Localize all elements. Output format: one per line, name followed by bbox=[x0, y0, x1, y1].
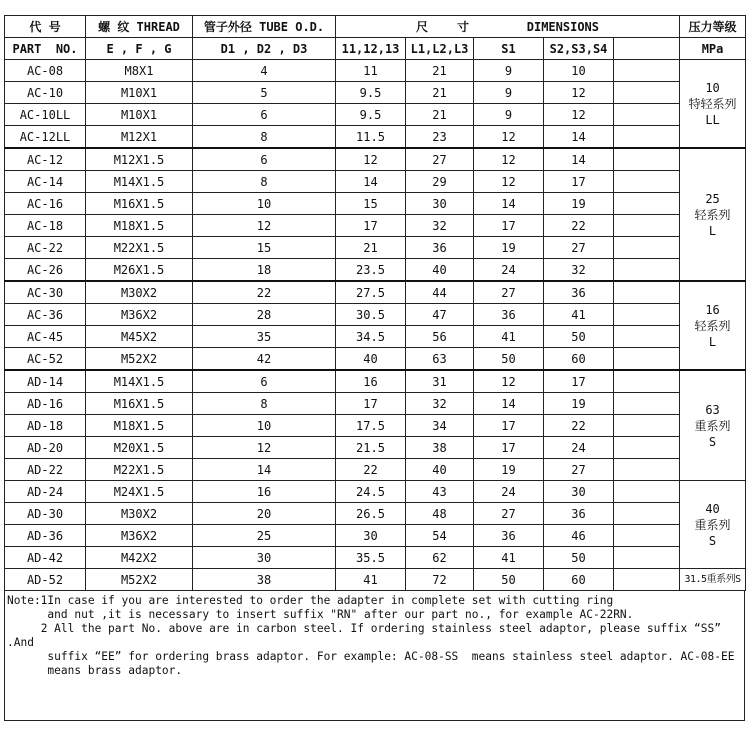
tube-od-cell: 12 bbox=[193, 215, 336, 237]
header-s234: S2,S3,S4 bbox=[544, 38, 614, 60]
s1-cell: 12 bbox=[474, 370, 544, 393]
part-no-cell: AD-22 bbox=[5, 459, 86, 481]
l123-cell: 17 bbox=[336, 393, 406, 415]
l123-cell: 30.5 bbox=[336, 304, 406, 326]
blank-cell bbox=[614, 569, 680, 591]
s234-cell: 30 bbox=[544, 481, 614, 503]
L123-cell: 32 bbox=[406, 215, 474, 237]
s234-cell: 19 bbox=[544, 193, 614, 215]
s1-cell: 9 bbox=[474, 104, 544, 126]
thread-cell: M16X1.5 bbox=[86, 193, 193, 215]
table-row bbox=[5, 171, 746, 193]
blank-cell bbox=[614, 415, 680, 437]
table-body bbox=[5, 60, 746, 591]
header-part-no: PART NO. bbox=[5, 38, 86, 60]
tube-od-cell: 5 bbox=[193, 82, 336, 104]
s1-cell: 36 bbox=[474, 525, 544, 547]
blank-cell bbox=[614, 525, 680, 547]
l123-cell: 41 bbox=[336, 569, 406, 591]
L123-cell: 21 bbox=[406, 60, 474, 82]
part-no-cell: AD-42 bbox=[5, 547, 86, 569]
s234-cell: 27 bbox=[544, 459, 614, 481]
tube-od-cell: 8 bbox=[193, 171, 336, 193]
dimension-table bbox=[4, 15, 746, 591]
thread-cell: M20X1.5 bbox=[86, 437, 193, 459]
table-row bbox=[5, 370, 746, 393]
s234-cell: 24 bbox=[544, 437, 614, 459]
note-line: 2 All the part No. above are in carbon steel. If ordering stainless steel adaptor, please suffix “SS” .And bbox=[7, 622, 728, 649]
tube-od-cell: 42 bbox=[193, 348, 336, 371]
s234-cell: 41 bbox=[544, 304, 614, 326]
blank-cell bbox=[614, 126, 680, 149]
blank-cell bbox=[614, 370, 680, 393]
header-tube-od: 管子外径 TUBE O.D. bbox=[193, 16, 336, 38]
s234-cell: 36 bbox=[544, 281, 614, 304]
blank-cell bbox=[614, 82, 680, 104]
table-row bbox=[5, 503, 746, 525]
part-no-cell: AD-18 bbox=[5, 415, 86, 437]
s234-cell: 10 bbox=[544, 60, 614, 82]
table-header bbox=[5, 16, 746, 60]
blank-cell bbox=[614, 60, 680, 82]
table-row bbox=[5, 60, 746, 82]
s1-cell: 9 bbox=[474, 82, 544, 104]
l123-cell: 17 bbox=[336, 215, 406, 237]
thread-cell: M30X2 bbox=[86, 281, 193, 304]
L123-cell: 48 bbox=[406, 503, 474, 525]
tube-od-cell: 8 bbox=[193, 393, 336, 415]
table-row bbox=[5, 481, 746, 503]
thread-cell: M36X2 bbox=[86, 525, 193, 547]
tube-od-cell: 30 bbox=[193, 547, 336, 569]
s234-cell: 50 bbox=[544, 547, 614, 569]
part-no-cell: AD-36 bbox=[5, 525, 86, 547]
l123-cell: 11.5 bbox=[336, 126, 406, 149]
L123-cell: 27 bbox=[406, 148, 474, 171]
l123-cell: 16 bbox=[336, 370, 406, 393]
L123-cell: 47 bbox=[406, 304, 474, 326]
s1-cell: 9 bbox=[474, 60, 544, 82]
s234-cell: 17 bbox=[544, 370, 614, 393]
table-row bbox=[5, 259, 746, 282]
s1-cell: 50 bbox=[474, 348, 544, 371]
note-line: suffix “EE” for ordering brass adaptor. For example: AC-08-SS means stainless steel adaptor. AC-08-EE bbox=[7, 650, 735, 663]
l123-cell: 12 bbox=[336, 148, 406, 171]
s1-cell: 14 bbox=[474, 193, 544, 215]
L123-cell: 31 bbox=[406, 370, 474, 393]
thread-cell: M52X2 bbox=[86, 569, 193, 591]
tube-od-cell: 10 bbox=[193, 415, 336, 437]
s1-cell: 27 bbox=[474, 503, 544, 525]
blank-cell bbox=[614, 193, 680, 215]
blank-cell bbox=[614, 281, 680, 304]
table-row bbox=[5, 326, 746, 348]
part-no-cell: AC-18 bbox=[5, 215, 86, 237]
note-line: means brass adaptor. bbox=[7, 664, 183, 677]
L123-cell: 63 bbox=[406, 348, 474, 371]
l123-cell: 23.5 bbox=[336, 259, 406, 282]
pressure-level-line: 31.5重系列S bbox=[684, 573, 741, 585]
thread-cell: M12X1.5 bbox=[86, 148, 193, 171]
part-no-cell: AD-14 bbox=[5, 370, 86, 393]
s1-cell: 24 bbox=[474, 259, 544, 282]
header-L123: L1,L2,L3 bbox=[406, 38, 474, 60]
thread-cell: M24X1.5 bbox=[86, 481, 193, 503]
part-no-cell: AC-45 bbox=[5, 326, 86, 348]
thread-cell: M14X1.5 bbox=[86, 171, 193, 193]
tube-od-cell: 4 bbox=[193, 60, 336, 82]
blank-cell bbox=[614, 393, 680, 415]
s234-cell: 14 bbox=[544, 126, 614, 149]
part-no-cell: AC-12LL bbox=[5, 126, 86, 149]
blank-cell bbox=[614, 104, 680, 126]
thread-cell: M45X2 bbox=[86, 326, 193, 348]
s234-cell: 36 bbox=[544, 503, 614, 525]
s234-cell: 60 bbox=[544, 348, 614, 371]
tube-od-cell: 25 bbox=[193, 525, 336, 547]
L123-cell: 32 bbox=[406, 393, 474, 415]
tube-od-cell: 35 bbox=[193, 326, 336, 348]
L123-cell: 72 bbox=[406, 569, 474, 591]
pressure-level-line: 重系列 bbox=[694, 418, 731, 433]
s1-cell: 19 bbox=[474, 237, 544, 259]
part-no-cell: AC-30 bbox=[5, 281, 86, 304]
header-s1: S1 bbox=[474, 38, 544, 60]
tube-od-cell: 38 bbox=[193, 569, 336, 591]
s234-cell: 12 bbox=[544, 82, 614, 104]
pressure-level-cell bbox=[680, 148, 746, 281]
L123-cell: 38 bbox=[406, 437, 474, 459]
s1-cell: 36 bbox=[474, 304, 544, 326]
tube-od-cell: 16 bbox=[193, 481, 336, 503]
s234-cell: 22 bbox=[544, 215, 614, 237]
s1-cell: 17 bbox=[474, 415, 544, 437]
pressure-level-cell bbox=[680, 281, 746, 370]
thread-cell: M36X2 bbox=[86, 304, 193, 326]
header-blank bbox=[614, 38, 680, 60]
s1-cell: 14 bbox=[474, 393, 544, 415]
thread-cell: M26X1.5 bbox=[86, 259, 193, 282]
table-row bbox=[5, 281, 746, 304]
header-mpa: MPa bbox=[680, 38, 746, 60]
thread-cell: M10X1 bbox=[86, 104, 193, 126]
thread-cell: M30X2 bbox=[86, 503, 193, 525]
spec-sheet bbox=[4, 15, 745, 733]
l123-cell: 17.5 bbox=[336, 415, 406, 437]
L123-cell: 40 bbox=[406, 259, 474, 282]
s234-cell: 46 bbox=[544, 525, 614, 547]
s1-cell: 12 bbox=[474, 126, 544, 149]
L123-cell: 29 bbox=[406, 171, 474, 193]
tube-od-cell: 14 bbox=[193, 459, 336, 481]
L123-cell: 44 bbox=[406, 281, 474, 304]
part-no-cell: AC-10 bbox=[5, 82, 86, 104]
L123-cell: 23 bbox=[406, 126, 474, 149]
blank-cell bbox=[614, 148, 680, 171]
header-d123: D1 , D2 , D3 bbox=[193, 38, 336, 60]
l123-cell: 24.5 bbox=[336, 481, 406, 503]
blank-cell bbox=[614, 459, 680, 481]
tube-od-cell: 22 bbox=[193, 281, 336, 304]
L123-cell: 21 bbox=[406, 104, 474, 126]
table-row bbox=[5, 348, 746, 371]
part-no-cell: AC-14 bbox=[5, 171, 86, 193]
pressure-level-cell bbox=[680, 60, 746, 149]
l123-cell: 14 bbox=[336, 171, 406, 193]
pressure-level-cell bbox=[680, 569, 746, 591]
table-row bbox=[5, 304, 746, 326]
pressure-level-cell bbox=[680, 481, 746, 569]
table-row bbox=[5, 82, 746, 104]
pressure-level-line: 40 bbox=[705, 501, 720, 516]
part-no-cell: AD-20 bbox=[5, 437, 86, 459]
tube-od-cell: 8 bbox=[193, 126, 336, 149]
pressure-level-line: S bbox=[708, 434, 717, 449]
header-pressure-level: 压力等级 bbox=[680, 16, 746, 38]
l123-cell: 34.5 bbox=[336, 326, 406, 348]
thread-cell: M52X2 bbox=[86, 348, 193, 371]
pressure-level-line: 16 bbox=[705, 302, 720, 317]
l123-cell: 35.5 bbox=[336, 547, 406, 569]
thread-cell: M8X1 bbox=[86, 60, 193, 82]
pressure-level-line: 10 bbox=[705, 80, 720, 95]
pressure-level-line: L bbox=[708, 334, 717, 349]
footnote bbox=[4, 591, 745, 721]
thread-cell: M18X1.5 bbox=[86, 215, 193, 237]
tube-od-cell: 28 bbox=[193, 304, 336, 326]
table-row bbox=[5, 104, 746, 126]
L123-cell: 40 bbox=[406, 459, 474, 481]
tube-od-cell: 15 bbox=[193, 237, 336, 259]
L123-cell: 43 bbox=[406, 481, 474, 503]
table-row bbox=[5, 569, 746, 591]
l123-cell: 30 bbox=[336, 525, 406, 547]
pressure-level-line: 轻系列 bbox=[694, 318, 731, 333]
L123-cell: 21 bbox=[406, 82, 474, 104]
s1-cell: 17 bbox=[474, 437, 544, 459]
tube-od-cell: 18 bbox=[193, 259, 336, 282]
thread-cell: M22X1.5 bbox=[86, 459, 193, 481]
thread-cell: M42X2 bbox=[86, 547, 193, 569]
tube-od-cell: 6 bbox=[193, 148, 336, 171]
tube-od-cell: 10 bbox=[193, 193, 336, 215]
L123-cell: 34 bbox=[406, 415, 474, 437]
pressure-level-line: S bbox=[708, 533, 717, 548]
header-l1213: 11,12,13 bbox=[336, 38, 406, 60]
tube-od-cell: 12 bbox=[193, 437, 336, 459]
l123-cell: 26.5 bbox=[336, 503, 406, 525]
s234-cell: 19 bbox=[544, 393, 614, 415]
table-row bbox=[5, 193, 746, 215]
table-row bbox=[5, 215, 746, 237]
header-dimensions: 尺 寸 DIMENSIONS bbox=[336, 16, 680, 38]
pressure-level-line: LL bbox=[705, 112, 720, 127]
pressure-level-line: 63 bbox=[705, 402, 720, 417]
part-no-cell: AD-52 bbox=[5, 569, 86, 591]
table-row bbox=[5, 459, 746, 481]
L123-cell: 30 bbox=[406, 193, 474, 215]
s1-cell: 12 bbox=[474, 148, 544, 171]
L123-cell: 56 bbox=[406, 326, 474, 348]
tube-od-cell: 20 bbox=[193, 503, 336, 525]
part-no-cell: AC-16 bbox=[5, 193, 86, 215]
part-no-cell: AC-52 bbox=[5, 348, 86, 371]
table-row bbox=[5, 415, 746, 437]
part-no-cell: AC-22 bbox=[5, 237, 86, 259]
s1-cell: 41 bbox=[474, 547, 544, 569]
part-no-cell: AC-08 bbox=[5, 60, 86, 82]
pressure-level-line: 轻系列 bbox=[694, 207, 731, 222]
l123-cell: 15 bbox=[336, 193, 406, 215]
part-no-cell: AC-36 bbox=[5, 304, 86, 326]
blank-cell bbox=[614, 215, 680, 237]
thread-cell: M14X1.5 bbox=[86, 370, 193, 393]
table-row bbox=[5, 148, 746, 171]
s234-cell: 14 bbox=[544, 148, 614, 171]
l123-cell: 9.5 bbox=[336, 82, 406, 104]
tube-od-cell: 6 bbox=[193, 370, 336, 393]
s1-cell: 24 bbox=[474, 481, 544, 503]
s1-cell: 27 bbox=[474, 281, 544, 304]
blank-cell bbox=[614, 503, 680, 525]
thread-cell: M16X1.5 bbox=[86, 393, 193, 415]
pressure-level-line: 重系列 bbox=[694, 517, 731, 532]
s234-cell: 22 bbox=[544, 415, 614, 437]
blank-cell bbox=[614, 326, 680, 348]
s234-cell: 27 bbox=[544, 237, 614, 259]
blank-cell bbox=[614, 348, 680, 371]
s1-cell: 50 bbox=[474, 569, 544, 591]
part-no-cell: AD-30 bbox=[5, 503, 86, 525]
l123-cell: 11 bbox=[336, 60, 406, 82]
blank-cell bbox=[614, 259, 680, 282]
part-no-cell: AC-26 bbox=[5, 259, 86, 282]
s1-cell: 17 bbox=[474, 215, 544, 237]
thread-cell: M10X1 bbox=[86, 82, 193, 104]
pressure-level-line: 25 bbox=[705, 191, 720, 206]
l123-cell: 27.5 bbox=[336, 281, 406, 304]
table-row bbox=[5, 547, 746, 569]
s234-cell: 32 bbox=[544, 259, 614, 282]
tube-od-cell: 6 bbox=[193, 104, 336, 126]
blank-cell bbox=[614, 171, 680, 193]
l123-cell: 22 bbox=[336, 459, 406, 481]
note-line: Note:1In case if you are interested to order the adapter in complete set with cutting ring bbox=[7, 594, 614, 607]
blank-cell bbox=[614, 437, 680, 459]
header-efg: E , F , G bbox=[86, 38, 193, 60]
blank-cell bbox=[614, 237, 680, 259]
l123-cell: 21.5 bbox=[336, 437, 406, 459]
table-row bbox=[5, 525, 746, 547]
l123-cell: 9.5 bbox=[336, 104, 406, 126]
s234-cell: 12 bbox=[544, 104, 614, 126]
L123-cell: 54 bbox=[406, 525, 474, 547]
table-row bbox=[5, 237, 746, 259]
L123-cell: 62 bbox=[406, 547, 474, 569]
s234-cell: 60 bbox=[544, 569, 614, 591]
blank-cell bbox=[614, 304, 680, 326]
s1-cell: 12 bbox=[474, 171, 544, 193]
blank-cell bbox=[614, 481, 680, 503]
blank-cell bbox=[614, 547, 680, 569]
thread-cell: M18X1.5 bbox=[86, 415, 193, 437]
l123-cell: 40 bbox=[336, 348, 406, 371]
part-no-cell: AC-10LL bbox=[5, 104, 86, 126]
part-no-cell: AD-24 bbox=[5, 481, 86, 503]
table-row bbox=[5, 126, 746, 149]
table-row bbox=[5, 437, 746, 459]
l123-cell: 21 bbox=[336, 237, 406, 259]
thread-cell: M22X1.5 bbox=[86, 237, 193, 259]
s234-cell: 50 bbox=[544, 326, 614, 348]
s1-cell: 19 bbox=[474, 459, 544, 481]
pressure-level-cell bbox=[680, 370, 746, 481]
table-row bbox=[5, 393, 746, 415]
thread-cell: M12X1 bbox=[86, 126, 193, 149]
part-no-cell: AC-12 bbox=[5, 148, 86, 171]
s234-cell: 17 bbox=[544, 171, 614, 193]
header-part-no-cn: 代 号 bbox=[5, 16, 86, 38]
header-thread: 螺 纹 THREAD bbox=[86, 16, 193, 38]
pressure-level-line: 特轻系列 bbox=[688, 96, 737, 111]
part-no-cell: AD-16 bbox=[5, 393, 86, 415]
s1-cell: 41 bbox=[474, 326, 544, 348]
pressure-level-line: L bbox=[708, 223, 717, 238]
note-line: and nut ,it is necessary to insert suffix "RN" after our part no., for example AC-22RN. bbox=[7, 608, 634, 621]
L123-cell: 36 bbox=[406, 237, 474, 259]
